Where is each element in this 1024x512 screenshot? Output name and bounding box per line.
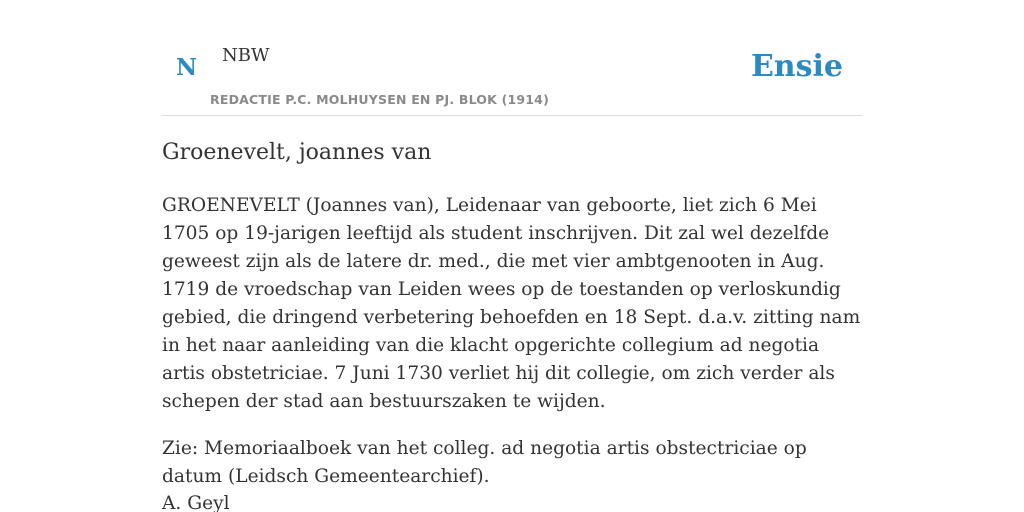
article-title: Groenevelt, joannes van <box>162 140 432 165</box>
brand-logo[interactable]: Ensie <box>750 49 843 84</box>
letter-badge[interactable]: N <box>176 54 198 81</box>
article-reference: Zie: Memoriaalboek van het colleg. ad negotia artis obstectriciae op datum (Leidsch Gemeentearchief). <box>162 438 807 487</box>
page <box>162 0 862 512</box>
article-author: A. Geyl <box>162 493 230 512</box>
article-body <box>162 192 862 510</box>
source-subtitle: REDACTIE P.C. MOLHUYSEN EN PJ. BLOK (1914) <box>210 92 549 107</box>
source-name[interactable]: NBW <box>222 45 270 66</box>
header <box>162 0 862 116</box>
article-paragraph: GROENEVELT (Joannes van), Leidenaar van geboorte, liet zich 6 Mei 1705 op 19-jarigen leeftijd als student inschrijven. Dit zal wel dezelfde geweest zijn als de latere dr. med., die met vier ambtgenooten in Aug. 1719 de vroedschap van Leiden wees op de toestanden op verloskundig gebied, die dringend verbetering behoefden en 18 Sept. d.a.v. zitting nam in het naar aanleiding van die klacht opgerichte collegium ad negotia artis obstetriciae. 7 Juni 1730 verliet hij dit collegie, om zich verder als schepen der stad aan bestuurszaken te wijden. <box>162 195 861 412</box>
